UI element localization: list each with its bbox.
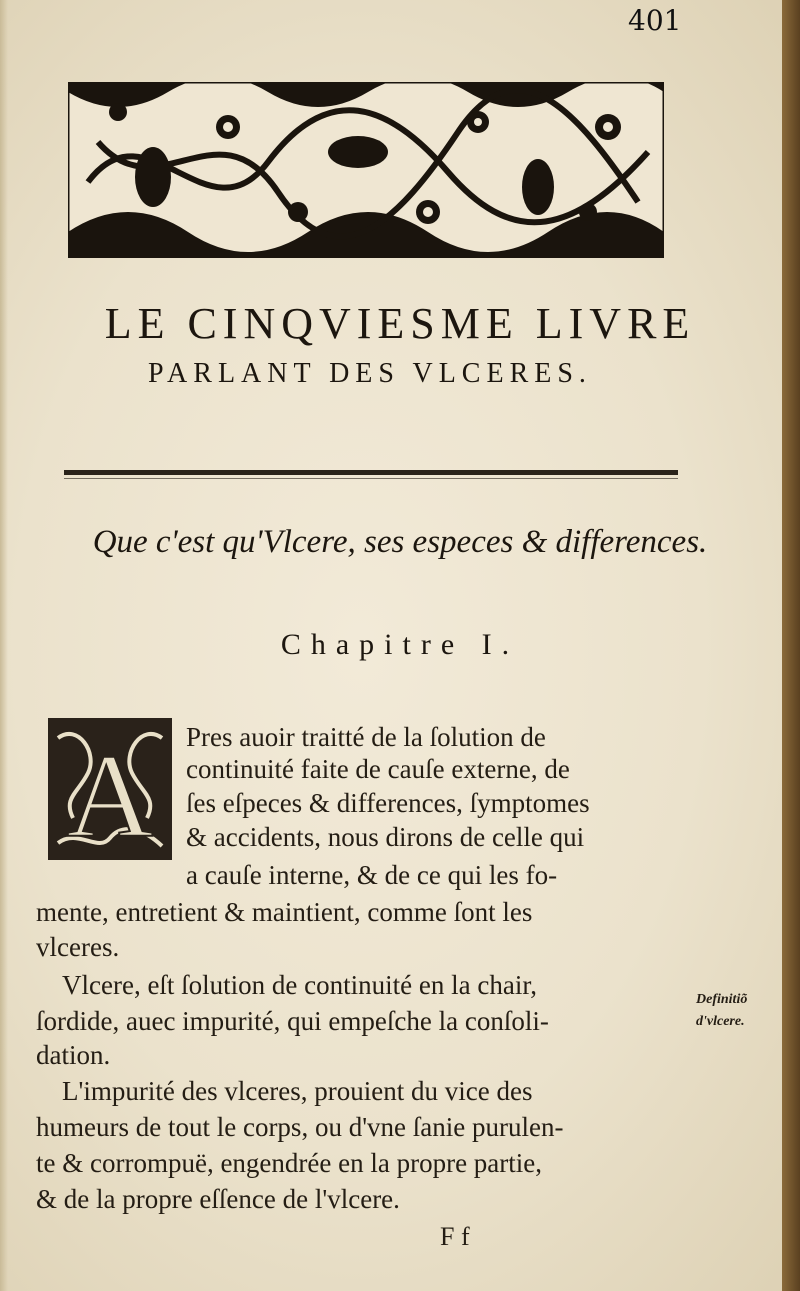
- horizontal-rule-thin: [64, 478, 678, 479]
- drop-cap-letter: A: [66, 729, 154, 860]
- margin-note: Definitiõ: [696, 992, 748, 1007]
- body-line: vlceres.: [36, 932, 120, 962]
- book-subtitle: PARLANT DES VLCERES.: [148, 358, 592, 389]
- body-line: a cauſe interne, & de ce qui les fo-: [186, 860, 558, 890]
- body-line: & accidents, nous dirons de celle qui: [186, 822, 585, 852]
- body-line: te & corrompuë, engendrée en la propre partie,: [36, 1148, 543, 1178]
- horizontal-rule: [64, 470, 678, 475]
- ornamental-drop-cap: [48, 718, 172, 860]
- body-line: humeurs de tout le corps, ou d'vne ſanie purulen-: [36, 1112, 564, 1142]
- book-title: LE CINQVIESME LIVRE: [104, 299, 696, 348]
- body-line: continuité faite de cauſe externe, de: [186, 754, 570, 784]
- body-line: L'impurité des vlceres, prouient du vice des: [62, 1076, 533, 1106]
- body-line: ſordide, auec impurité, qui empeſche la conſoli-: [36, 1006, 549, 1036]
- body-line: Vlcere, eſt ſolution de continuité en la chair,: [62, 970, 537, 1000]
- chapter-label: Chapitre I.: [280, 628, 520, 661]
- body-line: Pres auoir traitté de la ſolution de: [186, 722, 546, 752]
- body-line: ſes eſpeces & differences, ſymptomes: [186, 788, 590, 818]
- section-heading: Que c'est qu'Vlcere, ses especes & differences.: [92, 524, 708, 560]
- woodcut-headpiece-ornament: [68, 82, 664, 258]
- body-line: mente, entretient & maintient, comme ſont les: [36, 897, 533, 927]
- margin-note: d'vlcere.: [696, 1014, 745, 1029]
- signature-mark: F f: [440, 1222, 470, 1251]
- page-number: 401: [628, 4, 682, 37]
- body-line: dation.: [36, 1040, 111, 1070]
- body-line: & de la propre eſſence de l'vlcere.: [36, 1184, 400, 1214]
